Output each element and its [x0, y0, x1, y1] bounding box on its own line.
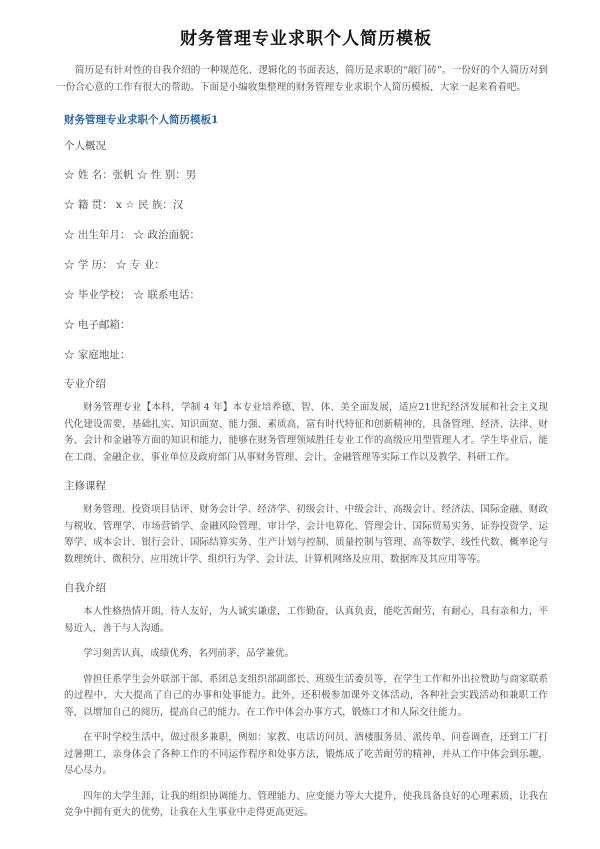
template-heading: 财务管理专业求职个人简历模板1 — [64, 114, 219, 126]
personal-line-email: ☆ 电子邮箱： — [64, 319, 131, 331]
self-paragraph-summary: 四年的大学生涯，让我的组织协调能力、管理能力、应变能力等大大提升，使我具备良好的心理素质，让我在竞争中拥有更大的优势，让我在人生事业中走得更高更远。 — [64, 790, 548, 818]
page-title: 财务管理专业求职个人简历模板 — [180, 29, 432, 49]
personal-line-name-gender: ☆ 姓 名：张帆 ☆ 性 别：男 — [64, 169, 197, 181]
major-paragraph: 财务管理专业【本科，学制 4 年】本专业培养德、智、体、美全面发展，适应21世纪经济发展和社会主义现代化建设需要，基础扎实、知识面宽、能力强、素质高，富有时代特征和创新精神的，具备管理、经济、法律、财务、会计和金融等方面的知识和能力，能够在财务管理领域胜任专业工作的高级应用型管理人才。学生毕业后，能在工商、金融企业、事业单位及政府部门从事财务管理、会计、金融管理等实际工作以及教学、科研工作。 — [64, 402, 548, 463]
personal-line-hometown-ethnicity: ☆ 籍 贯： x ☆ 民 族：汉 — [64, 199, 184, 211]
major-section-label: 专业介绍 — [64, 378, 106, 390]
self-section-label: 自我介绍 — [64, 582, 106, 594]
self-paragraph-part-time: 在平时学校生活中，做过很多兼职，例如：家教、电话访问员、酒楼服务员、派传单、问卷调查，还到工厂打过暑期工，亲身体会了各种工作的不同运作程序和处事方法，锻炼成了吃苦耐劳的精神，并从工作中体会到乐趣，尽心尽力。 — [64, 732, 548, 776]
self-paragraph-study: 学习刻苦认真，成绩优秀，名列前茅，品学兼优。 — [83, 648, 295, 659]
courses-paragraph: 财务管理、投资项目估评、财务会计学、经济学、初级会计、中级会计、高级会计、经济法、国际金融、财政与税收、管理学、市场营销学、金融风险管理、审计学、会计电算化、管理会计、国际贸易实务、证券投资学、运筹学、成本会计、银行会计、国际结算实务、生产计划与控制、质量控制与管理、高等数学、线性代数、概率论与数理统计、微积分、应用统计学、组织行为学、会计法、计算机网络及应用、数据库及其应用等等。 — [64, 504, 548, 565]
personal-line-education-major: ☆ 学 历： ☆ 专 业： — [64, 259, 165, 271]
personal-line-school-phone: ☆ 毕业学校： ☆ 联系电话： — [64, 289, 201, 301]
personal-line-address: ☆ 家庭地址： — [64, 349, 131, 361]
self-paragraph-student-work: 曾担任系学生会外联部干部、系团总支组织部副部长、班级生活委员等，在学生工作和外出拉赞助与商家联系的过程中，大大提高了自己的办事和处事能力。此外，还积极参加课外文体活动，各种社会实践活动和兼职工作等，以增加自己的阅历，提高自己的能力。在工作中体会办事方式，锻炼口才和人际交往能力。 — [64, 673, 548, 718]
personal-section-label: 个人概况 — [64, 140, 106, 152]
self-paragraph-personality: 本人性格热情开朗，待人友好，为人诚实谦虚，工作勤奋，认真负责，能吃苦耐劳，有耐心，具有亲和力，平易近人，善于与人沟通。 — [64, 606, 548, 634]
courses-section-label: 主修课程 — [64, 480, 106, 492]
intro-paragraph: 简历是有针对性的自我介绍的一种规范化、逻辑化的书面表达，简历是求职的“敲门砖”。一份好的个人简历对到一份合心意的工作有很大的帮助。下面是小编收集整理的财务管理专业求职个人简历模板，大家一起来看看吧。 — [56, 65, 548, 93]
personal-line-birth-politics: ☆ 出生年月： ☆ 政治面貌： — [64, 229, 201, 241]
